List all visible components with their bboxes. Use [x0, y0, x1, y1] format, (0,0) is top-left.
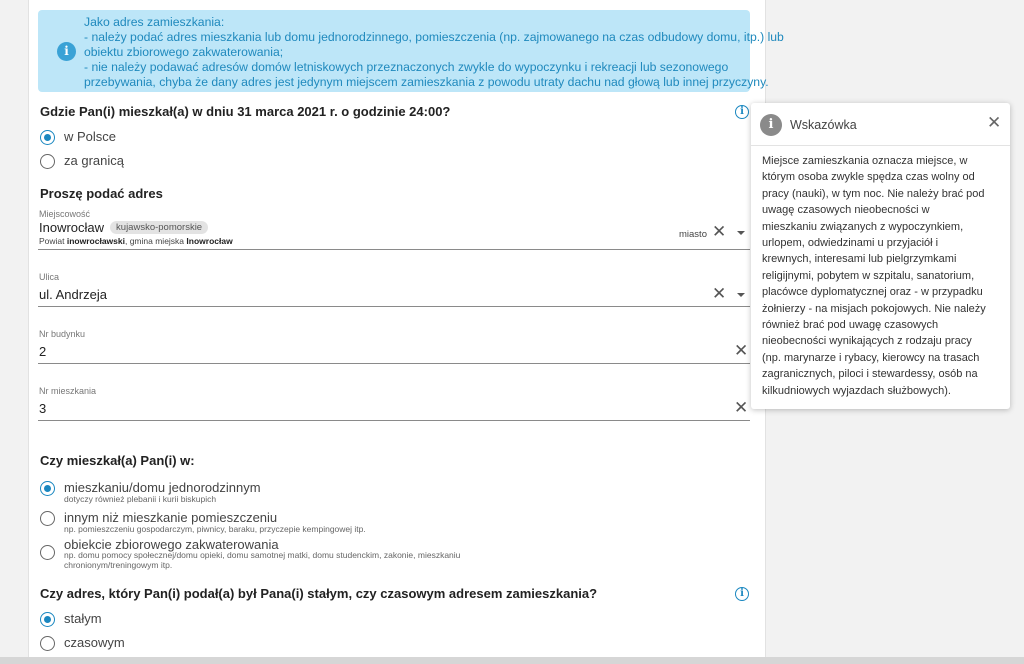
radio-hint: np. pomieszczeniu gospodarczym, piwnicy, baraku, przyczepie kempingowej itp. [64, 524, 366, 534]
locality-field[interactable] [38, 206, 750, 250]
hint-tooltip [751, 103, 1010, 409]
tooltip-line: kilkudniowych wyjazdach służbowych). [762, 384, 951, 397]
tooltip-line: zagranicznych, piloci i stewardessy, osób na [762, 368, 978, 381]
field-label: Miejscowość [39, 209, 91, 219]
radio-label: obiekcie zbiorowego zakwaterowania [64, 537, 279, 552]
radio-hint: dotyczy również plebanii i kurii biskupich [64, 494, 217, 504]
gmina-prefix: , gmina miejska [124, 236, 187, 246]
tooltip-line: (np. marynarze i rybacy, kierowcy na trasach [762, 351, 980, 364]
locality-description [39, 236, 233, 246]
tooltip-line: pracy (nauki), w tym noc. Nie należy brać pod [762, 187, 985, 200]
powiat-name: inowrocławski [66, 236, 125, 246]
tooltip-line: którym osoba zwykle spędza czas wolny od [762, 171, 975, 184]
powiat-prefix: Powiat [39, 236, 67, 246]
tooltip-line: nieobecności wynikających z rodzaju pracy [762, 335, 972, 348]
tooltip-line: Miejsce zamieszkania oznacza miejsce, w [762, 155, 968, 167]
radio-checked[interactable] [40, 130, 55, 145]
tooltip-line: mieszkaniu związanych z wypoczynkiem, [762, 220, 964, 233]
street-value[interactable]: ul. Andrzeja [39, 287, 107, 302]
radio-label: czasowym [64, 635, 125, 650]
question-address-type-title: Czy adres, który Pan(i) podał(a) był Pana(i) stałym, czy czasowym adresem zamieszkania? [40, 586, 598, 601]
radio-checked[interactable] [40, 612, 55, 627]
tooltip-header [751, 103, 1010, 146]
tooltip-line: krewnych, interesami lub pielgrzymkami [762, 253, 957, 266]
radio-hint [64, 551, 460, 570]
info-icon: i [760, 114, 782, 136]
locality-value [39, 220, 208, 235]
help-icon[interactable]: i [735, 587, 749, 601]
street-field[interactable] [38, 266, 750, 307]
tooltip-body [762, 153, 1004, 399]
tooltip-line: urlopem, odwiedzinami u przyjaciół i [762, 237, 939, 250]
tooltip-line: żołnierzy - na misjach pokojowych. Nie należy [762, 302, 986, 315]
bottom-bar [0, 657, 1024, 664]
radio-unchecked[interactable] [40, 511, 55, 526]
info-line: obiektu zbiorowego zakwaterowania; [84, 45, 284, 59]
question-residence-location-title: Gdzie Pan(i) mieszkał(a) w dniu 31 marca 2021 r. o godzinie 24:00? [40, 104, 451, 119]
radio-label: innym niż mieszkanie pomieszczeniu [64, 510, 278, 525]
radio-unchecked[interactable] [40, 636, 55, 651]
radio-checked[interactable] [40, 481, 55, 496]
dropdown-caret-icon[interactable] [737, 293, 745, 297]
help-icon[interactable]: i [735, 105, 749, 119]
radio-label: stałym [64, 611, 102, 626]
tooltip-line: placówce dyplomatycznej oraz - w przypadku [762, 286, 983, 299]
field-label: Nr budynku [39, 329, 86, 339]
address-section-title: Proszę podać adres [40, 186, 163, 201]
tooltip-line: również brać pod uwagę czasowych [762, 319, 939, 332]
radio-hint-line: chronionym/treningowym itp. [64, 559, 173, 570]
clear-icon[interactable]: ✕ [712, 284, 727, 304]
radio-label: za granicą [64, 153, 124, 168]
field-label: Ulica [39, 272, 60, 282]
radio-label: mieszkaniu/domu jednorodzinnym [64, 480, 261, 495]
radio-unchecked[interactable] [40, 545, 55, 560]
clear-icon[interactable]: ✕ [734, 341, 749, 361]
tooltip-title: Wskazówka [790, 118, 857, 132]
info-line: - należy podać adres mieszkania lub domu jednorodzinnego, pomieszczenia (np. zajmowanego na czas odbudowy domu, itp.) lub [84, 30, 784, 44]
gmina-name: Inowrocław [186, 236, 233, 246]
close-icon[interactable]: ✕ [987, 113, 1002, 133]
apartment-number-value[interactable]: 3 [39, 401, 47, 416]
radio-unchecked[interactable] [40, 154, 55, 169]
info-text [84, 15, 784, 90]
field-label: Nr mieszkania [39, 386, 97, 396]
info-line: Jako adres zamieszkania: [84, 15, 225, 29]
question-dwelling-type-title: Czy mieszkał(a) Pan(i) w: [40, 453, 195, 468]
radio-label: w Polsce [64, 129, 117, 144]
tooltip-line: religijnymi, pobytem w szpitalu, sanatorium, [762, 269, 975, 282]
radio-hint-line: np. domu pomocy społecznej/domu opieki, domu samotnej matki, domu studenckim, zakonie, mieszkaniu [64, 550, 461, 560]
tooltip-line: uwagę czasowych nieobecności w [762, 204, 930, 217]
building-number-field[interactable] [38, 323, 750, 364]
info-line: przebywania, chyba że dany adres jest jedynym miejscem zamieszkania z powodu utraty dachu nad głową lub innej przyczyny. [84, 75, 769, 89]
info-box [38, 10, 784, 92]
building-number-value[interactable]: 2 [39, 344, 47, 359]
region-chip: kujawsko-pomorskie [110, 221, 208, 234]
clear-icon[interactable]: ✕ [734, 398, 749, 418]
locality-type-tag: miasto [679, 229, 707, 240]
clear-icon[interactable]: ✕ [712, 222, 727, 242]
locality-name: Inowrocław [39, 220, 105, 235]
apartment-number-field[interactable] [38, 380, 750, 421]
info-line: - nie należy podawać adresów domów letniskowych przeznaczonych zwykle do wypoczynku i rekreacji lub sezonowego [84, 60, 729, 74]
info-icon: i [57, 42, 76, 61]
dropdown-caret-icon[interactable] [737, 231, 745, 235]
